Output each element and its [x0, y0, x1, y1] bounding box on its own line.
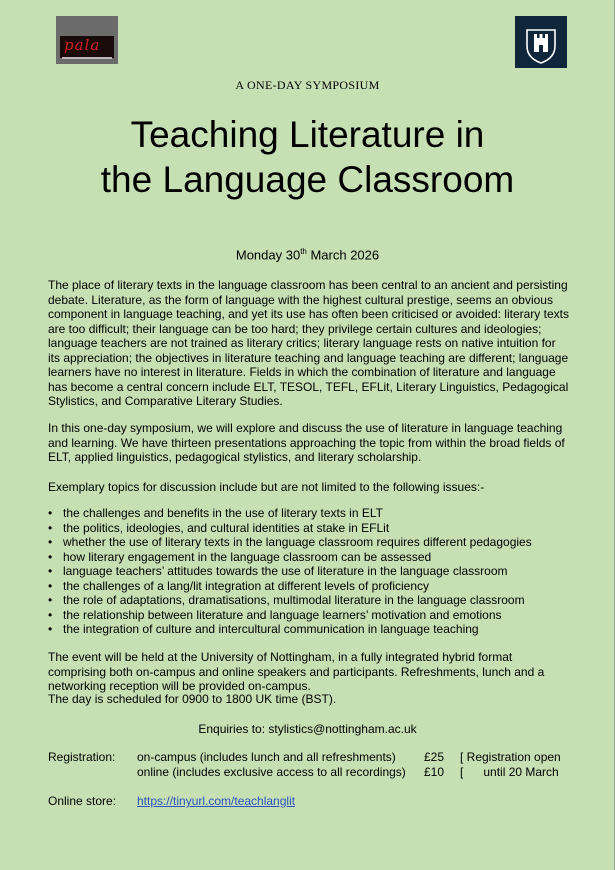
list-item: • the role of adaptations, dramatisations, multimodal literature in the language classroom — [48, 593, 570, 608]
enquiries-line: Enquiries to: stylistics@nottingham.ac.uk — [198, 722, 417, 736]
registration-note: [ Registration open [ until 20 March — [460, 750, 561, 779]
schedule-line: The day is scheduled for 0900 to 1800 UK time (BST). — [48, 692, 337, 706]
event-kicker: A ONE-DAY SYMPOSIUM — [235, 78, 380, 92]
university-crest-icon — [515, 16, 567, 68]
pala-logo — [56, 16, 118, 64]
registration-deadline: until 20 March — [483, 764, 559, 779]
topics-intro: Exemplary topics for discussion include but are not limited to the following issues:- — [48, 480, 485, 494]
topics-list — [48, 506, 570, 637]
symposium-paragraph: In this one-day symposium, we will explore and discuss the use of literature in language teaching and learning. We have thirteen presentations approaching the topic from within the broad fields of ELT, applied linguistics, pedagogical stylistics, and literary scholarship. — [48, 421, 565, 464]
list-item: • the challenges of a lang/lit integration at different levels of proficiency — [48, 579, 570, 594]
registration-prices — [424, 750, 444, 779]
option-on-campus: on-campus (includes lunch and all refreshments) — [137, 750, 396, 764]
pala-logo-text: pala — [64, 36, 101, 54]
list-item: • the integration of culture and intercultural communication in language teaching — [48, 622, 570, 637]
title-line-1: Teaching Literature in — [130, 114, 485, 155]
price-on-campus: £25 — [424, 750, 445, 764]
registration-label: Registration: — [48, 750, 116, 764]
list-item: • whether the use of literary texts in the language classroom requires different pedagogies — [48, 535, 570, 550]
event-date: Monday 30th March 2026 — [235, 247, 380, 263]
intro-paragraph: The place of literary texts in the language classroom has been central to an ancient and persisting debate. Literature, as the form of language with the highest cultural prestige, seems an obvious component in language teaching, and yet its use has often been criticised or avoided: literary texts are too difficult; their language can be too hard; they privilege certain cultures and ideologies; language teachers are not trained as literary critics; literary language rests on native intuition for its appreciation; the objectives in literature teaching and language teaching are different; language learners have no interest in literature. Fields in which the combination of literature and language has become a central concern include ELT, TESOL, TEFL, EFLit, Literary Linguistics, Pedagogical Stylistics, and Comparative Literary Studies. — [48, 278, 569, 408]
price-online: £10 — [424, 764, 445, 779]
list-item: • the challenges and benefits in the use of literary texts in ELT — [48, 506, 570, 521]
event-title — [0, 112, 615, 202]
list-item: • the relationship between literature and language learners’ motivation and emotions — [48, 608, 570, 623]
list-item: • the politics, ideologies, and cultural identities at stake in EFLit — [48, 521, 570, 536]
option-online: online (includes exclusive access to all recordings) — [137, 764, 406, 779]
venue-paragraph: The event will be held at the University of Nottingham, in a fully integrated hybrid format comprising both on-campus and online speakers and participants. Refreshments, lunch and a networking reception will be provided on-campus. — [48, 650, 545, 693]
title-line-2: the Language Classroom — [100, 159, 515, 200]
list-item: • how literary engagement in the language classroom can be assessed — [48, 550, 570, 565]
store-label: Online store: — [48, 794, 117, 808]
registration-open-note: [ Registration open — [460, 750, 561, 764]
store-link[interactable]: https://tinyurl.com/teachlanglit — [137, 794, 296, 808]
registration-options — [137, 750, 406, 779]
list-item: • language teachers’ attitudes towards the use of literature in the language classroom — [48, 564, 570, 579]
